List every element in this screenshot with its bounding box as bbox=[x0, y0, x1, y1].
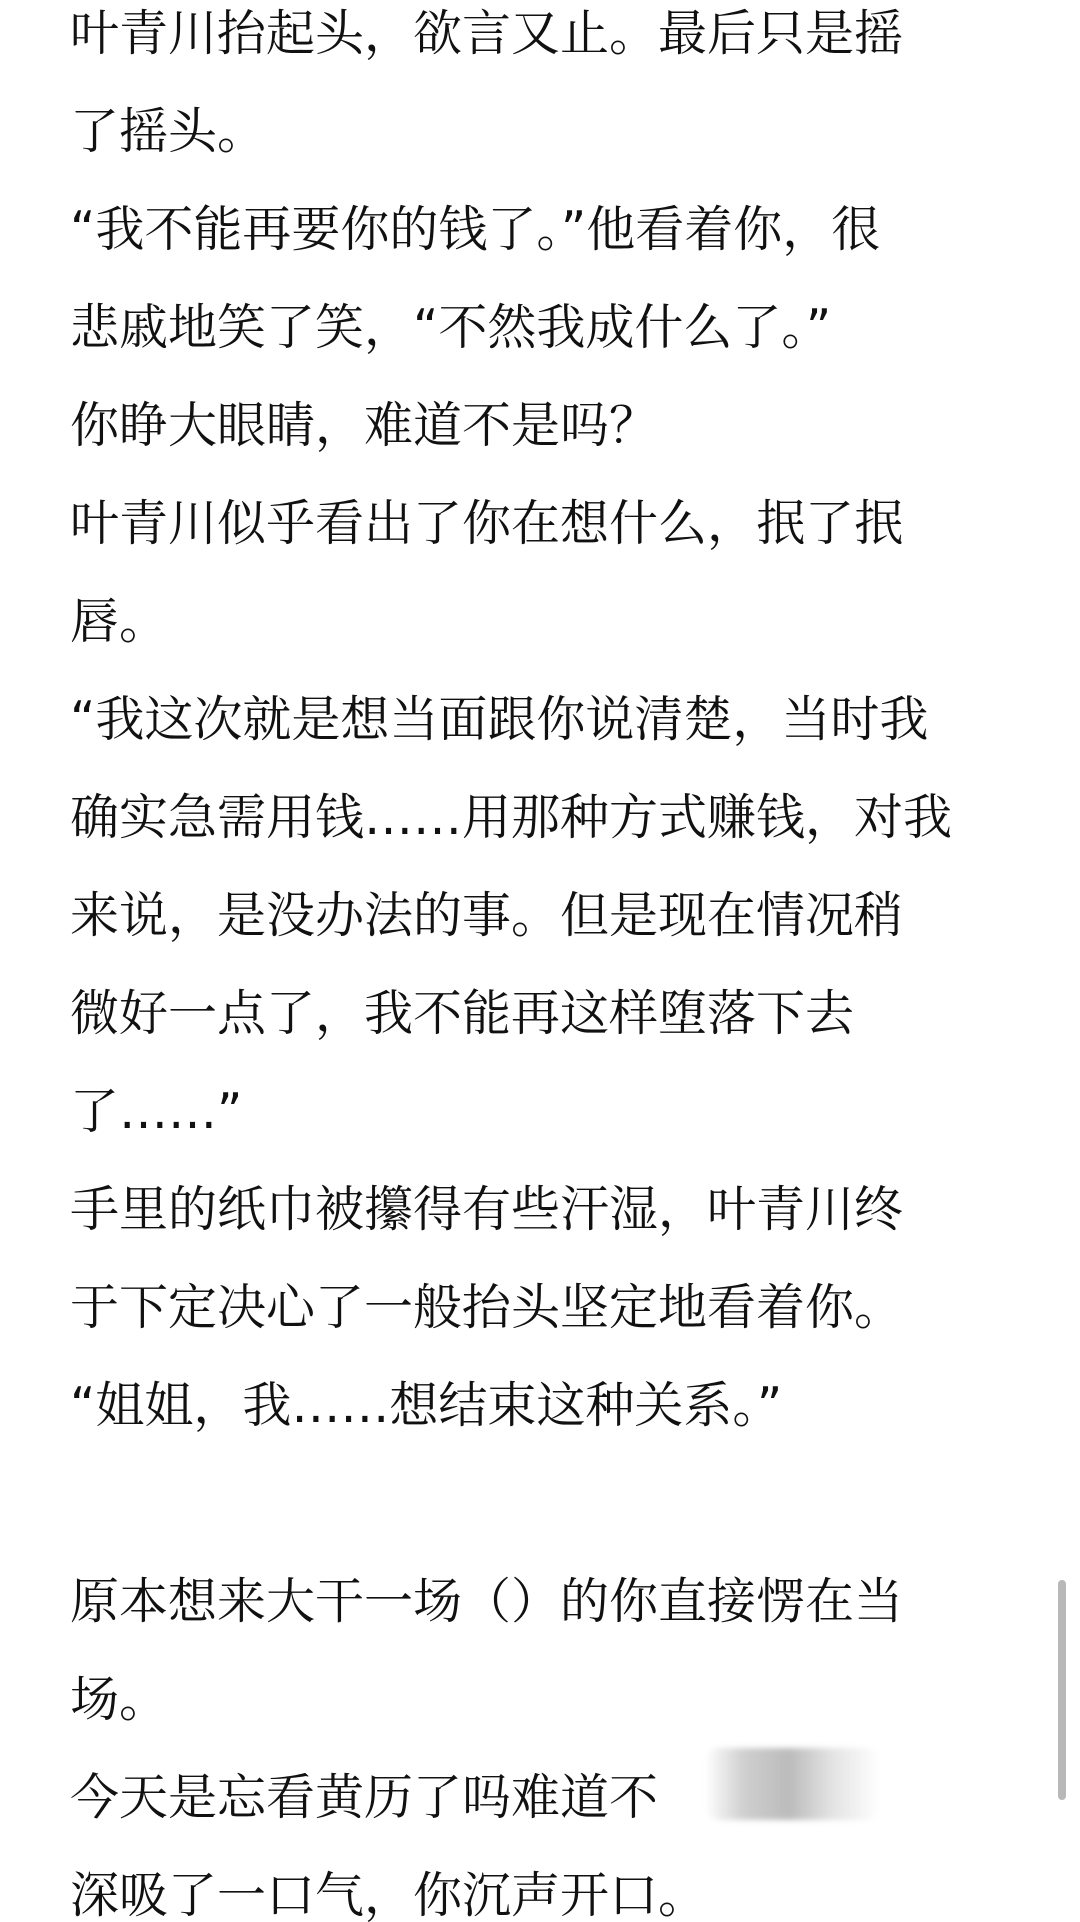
paragraph-line-19: 今天是忘看黄历了吗难道不 bbox=[70, 1769, 659, 1826]
paragraph-line-18: 场。 bbox=[70, 1671, 169, 1728]
paragraph-line-5: 你睁大眼睛，难道不是吗？ bbox=[70, 397, 659, 454]
paragraph-line-17: 原本想来大干一场（）的你直接愣在当 bbox=[70, 1573, 904, 1630]
paragraph-line-1: 叶青川抬起头，欲言又止。最后只是摇 bbox=[70, 5, 904, 62]
paragraph-line-2: 了摇头。 bbox=[70, 103, 267, 160]
paragraph-line-4: 悲戚地笑了笑，“不然我成什么了。” bbox=[70, 299, 832, 356]
paragraph-line-20: 深吸了一口气，你沉声开口。 bbox=[70, 1867, 708, 1922]
paragraph-line-9: 确实急需用钱……用那种方式赚钱，对我 bbox=[70, 789, 953, 846]
paragraph-line-8: “我这次就是想当面跟你说清楚，当时我 bbox=[70, 691, 929, 748]
vertical-scrollbar[interactable] bbox=[1058, 1580, 1066, 1800]
paragraph-line-10: 来说，是没办法的事。但是现在情况稍 bbox=[70, 887, 904, 944]
paragraph-line-6: 叶青川似乎看出了你在想什么，抿了抿 bbox=[70, 495, 904, 552]
paragraph-line-15: “姐姐，我……想结束这种关系。” bbox=[70, 1377, 783, 1434]
paragraph-line-11: 微好一点了，我不能再这样堕落下去 bbox=[70, 985, 855, 1042]
paragraph-line-14: 于下定决心了一般抬头坚定地看着你。 bbox=[70, 1279, 904, 1336]
paragraph-line-3: “我不能再要你的钱了。”他看着你，很 bbox=[70, 201, 881, 258]
blurred-watermark bbox=[705, 1748, 880, 1820]
paragraph-line-16 bbox=[70, 1455, 1030, 1553]
paragraph-line-13: 手里的纸巾被攥得有些汗湿，叶青川终 bbox=[70, 1181, 904, 1238]
paragraph-line-7: 唇。 bbox=[70, 593, 169, 650]
paragraph-line-12: 了……” bbox=[70, 1083, 243, 1140]
